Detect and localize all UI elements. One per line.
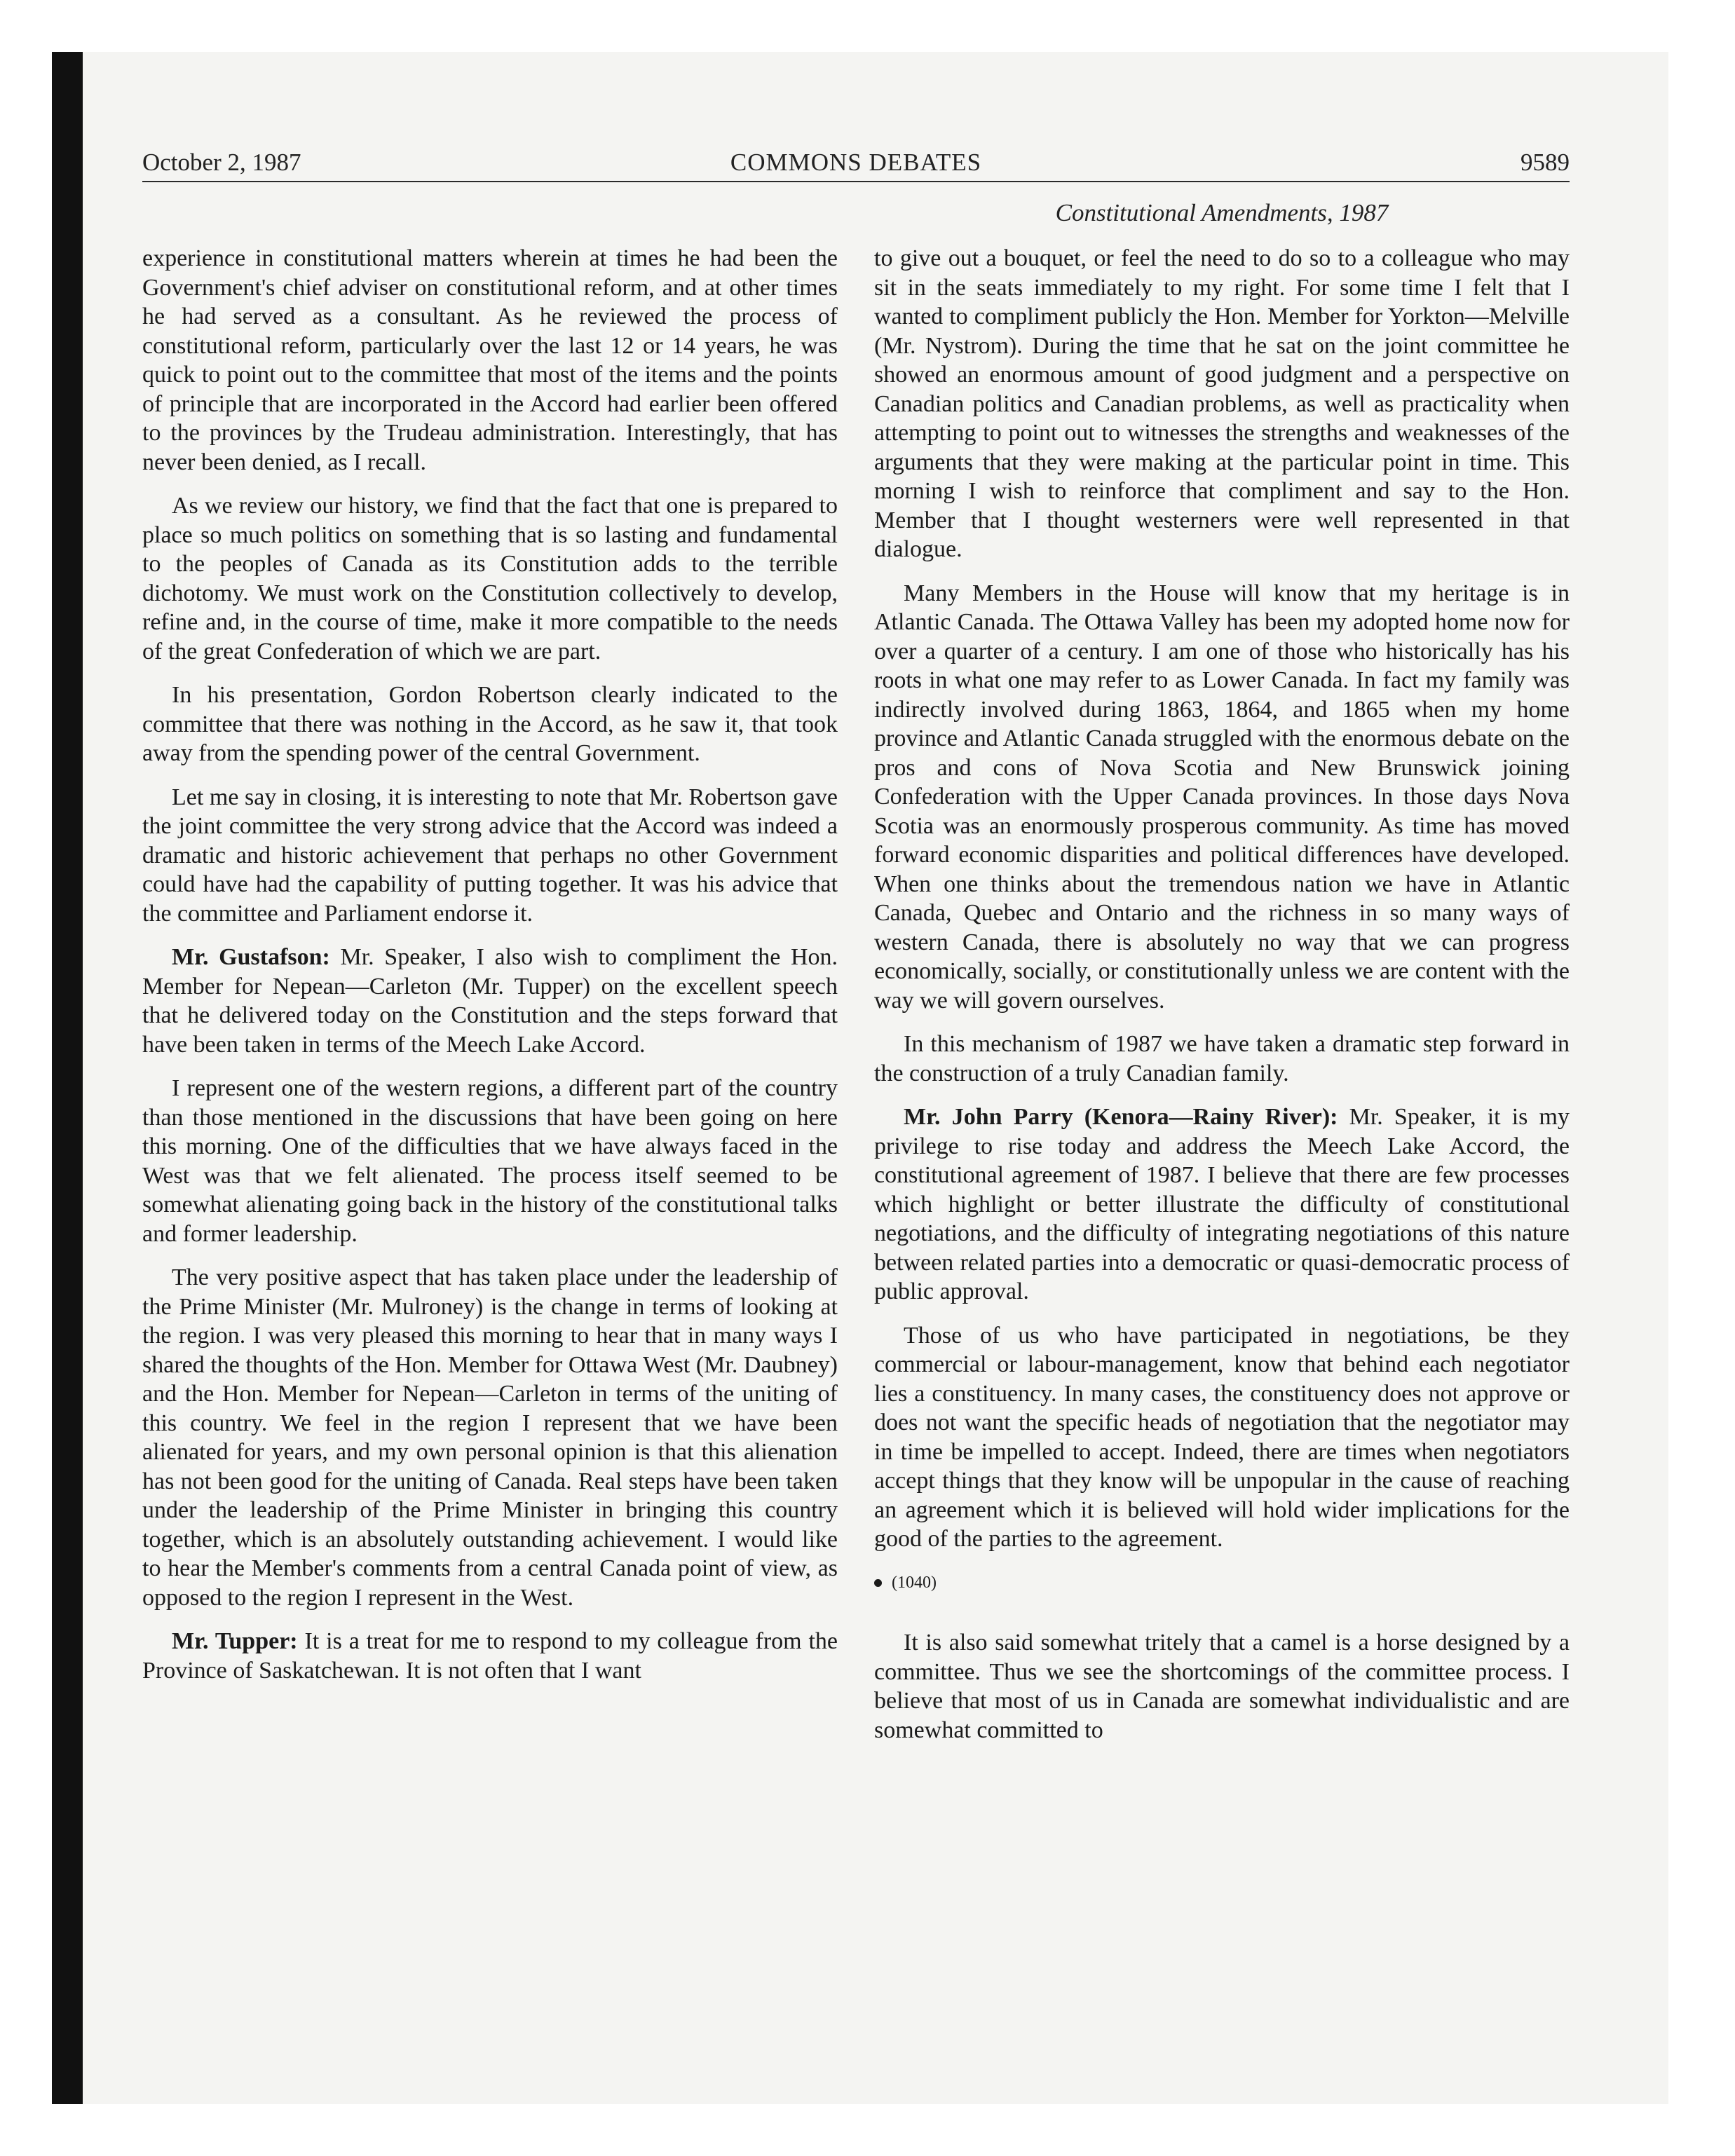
- right-column-part-b: [874, 1628, 1570, 1745]
- paragraph-text: experience in constitutional matters wherein at times he had been the Government's chief adviser on constitutional reform, and at other times he had served as a consultant. As he reviewed the process of constitutional reform, particularly over the last 12 or 14 years, he was quick to point out to the committee that most of the items and the points of principle that are incorporated in the Accord had earlier been offered to the provinces by the Trudeau administration. Interestingly, that has never been denied, as I recall.: [142, 245, 838, 475]
- paragraph: [142, 1263, 838, 1612]
- speaker-name: Mr. Gustafson:: [172, 944, 330, 970]
- speaker-name: Mr. John Parry (Kenora—Rainy River):: [904, 1104, 1338, 1130]
- paragraph-text: Those of us who have participated in negotiations, be they commercial or labour-management, know that behind each negotiator lies a constituency. In many cases, the constituency does not approve or does not want the specific heads of negotiation that the negotiator may in time be impelled to accept. Indeed, there are times when negotiators accept things that they know will be unpopular in the cause of reaching an agreement which it is believed will hold wider implications for the good of the parties to the agreement.: [874, 1322, 1570, 1552]
- time-marker-text: (1040): [892, 1573, 937, 1592]
- paragraph: [874, 1030, 1570, 1088]
- paragraph-text: Mr. Speaker, it is my privilege to rise today and address the Meech Lake Accord, the constitutional agreement of 1987. I believe that there are few processes which highlight or better illustrate the difficulty of constitutional negotiations, and the difficulty of integrating negotiations of this nature between related parties into a democratic or quasi-democratic process of public approval.: [874, 1104, 1570, 1304]
- scan-edge: [52, 52, 83, 2104]
- paragraph-text: Mr. Speaker, I also wish to compliment the Hon. Member for Nepean—Carleton (Mr. Tupper) on the excellent speech that he delivered today on the Constitution and the steps forward that have been taken in terms of the Meech Lake Accord.: [142, 944, 838, 1058]
- paragraph: [142, 1074, 838, 1248]
- paragraph-text: It is also said somewhat tritely that a camel is a horse designed by a committee. Thus we see the shortcomings of the committee process. I believe that most of us in Canada are somewhat individualistic and are somewhat committed to: [874, 1630, 1570, 1743]
- paragraph: [142, 244, 838, 477]
- paragraph-text: The very positive aspect that has taken place under the leadership of the Prime Minister (Mr. Mulroney) is the change in terms of looking at the region. I was very pleased this morning to hear that in many ways I shared the thoughts of the Hon. Member for Ottawa West (Mr. Daubney) and the Hon. Member for Nepean—Carleton in terms of the uniting of this country. We feel in the region I represent that we have been alienated for years, and my own personal opinion is that this alienation has not been good for the uniting of Canada. Real steps have been taken under the leadership of the Prime Minister in bringing this country together, which is an absolutely outstanding achievement. I would like to hear the Member's comments from a central Canada point of view, as opposed to the region I represent in the West.: [142, 1264, 838, 1611]
- paragraph-text: As we review our history, we find that the fact that one is prepared to place so much politics on something that is so lasting and fundamental to the peoples of Canada as its Constitution adds to the terrible dichotomy. We must work on the Constitution collectively to develop, refine and, in the course of time, make it more compatible to the needs of the great Confederation of which we are part.: [142, 493, 838, 664]
- paragraph-text: I represent one of the western regions, a different part of the country than those mentioned in the discussions that have been going on here this morning. One of the difficulties that we have always faced in the West was that we felt alienated. The process itself seemed to be somewhat alienating going back in the history of the constitutional talks and former leadership.: [142, 1075, 838, 1247]
- left-column: [142, 244, 838, 1700]
- paragraph: [142, 681, 838, 768]
- paragraph: [874, 1103, 1570, 1306]
- page-number: 9589: [1520, 149, 1570, 176]
- paragraph-text: to give out a bouquet, or feel the need to do so to a colleague who may sit in the seats immediately to my right. For some time I felt that I wanted to compliment publicly the Hon. Member for Yorkton—Melville (Mr. Nystrom). During the time that he sat on the joint committee he showed an enormous amount of good judgment and a perspective on Canadian politics and Canadian problems, as well as practicality when attempting to point out to witnesses the strengths and weaknesses of the arguments that they were making at the particular point in time. This morning I wish to reinforce that compliment and say to the Hon. Member that I thought westerners were well represented in that dialogue.: [874, 245, 1570, 562]
- right-column: [874, 244, 1570, 1759]
- header-title: COMMONS DEBATES: [730, 149, 982, 176]
- paragraph-text: In this mechanism of 1987 we have taken a dramatic step forward in the construction of a truly Canadian family.: [874, 1031, 1570, 1086]
- section-heading: Constitutional Amendments, 1987: [1055, 199, 1389, 226]
- paragraph-text: Many Members in the House will know that my heritage is in Atlantic Canada. The Ottawa Valley has been my adopted home now for over a quarter of a century. I am one of those who historically has his roots in what one may refer to as Lower Canada. In fact my family was indirectly involved during 1863, 1864, and 1865 when my home province and Atlantic Canada struggled with the enormous debate on the pros and cons of Nova Scotia and New Brunswick joining Confederation with the Upper Canada provinces. In those days Nova Scotia was an enormously prosperous community. As time has moved forward economic disparities and political differences have developed. When one thinks about the tremendous nation we have in Atlantic Canada, Quebec and Ontario and the richness in so many ways of western Canada, there is absolutely no way that we can progress economically, socially, or constitutionally unless we are content with the way we will govern ourselves.: [874, 580, 1570, 1014]
- running-header: [142, 144, 1570, 181]
- paragraph: [874, 244, 1570, 564]
- bullet-icon: [874, 1579, 882, 1587]
- header-date: October 2, 1987: [142, 149, 301, 176]
- paragraph: [142, 1627, 838, 1685]
- paragraph: [874, 1321, 1570, 1554]
- paragraph-text: In his presentation, Gordon Robertson clearly indicated to the committee that there was nothing in the Accord, as he saw it, that took away from the spending power of the central Government.: [142, 682, 838, 766]
- paragraph: [142, 943, 838, 1059]
- time-marker: [874, 1569, 1570, 1598]
- speaker-name: Mr. Tupper:: [172, 1628, 298, 1654]
- paragraph: [874, 1628, 1570, 1745]
- paragraph: [874, 579, 1570, 1016]
- paragraph: [142, 783, 838, 929]
- paragraph-text: It is a treat for me to respond to my colleague from the Province of Saskatchewan. It is not often that I want: [142, 1628, 838, 1684]
- paragraph: [142, 491, 838, 666]
- paragraph-text: Let me say in closing, it is interesting to note that Mr. Robertson gave the joint committee the very strong advice that the Accord was indeed a dramatic and historic achievement that perhaps no other Government could have had the capability of putting together. It was his advice that the committee and Parliament endorse it.: [142, 784, 838, 927]
- right-column-part-a: [874, 244, 1570, 1554]
- header-rule: [142, 181, 1570, 182]
